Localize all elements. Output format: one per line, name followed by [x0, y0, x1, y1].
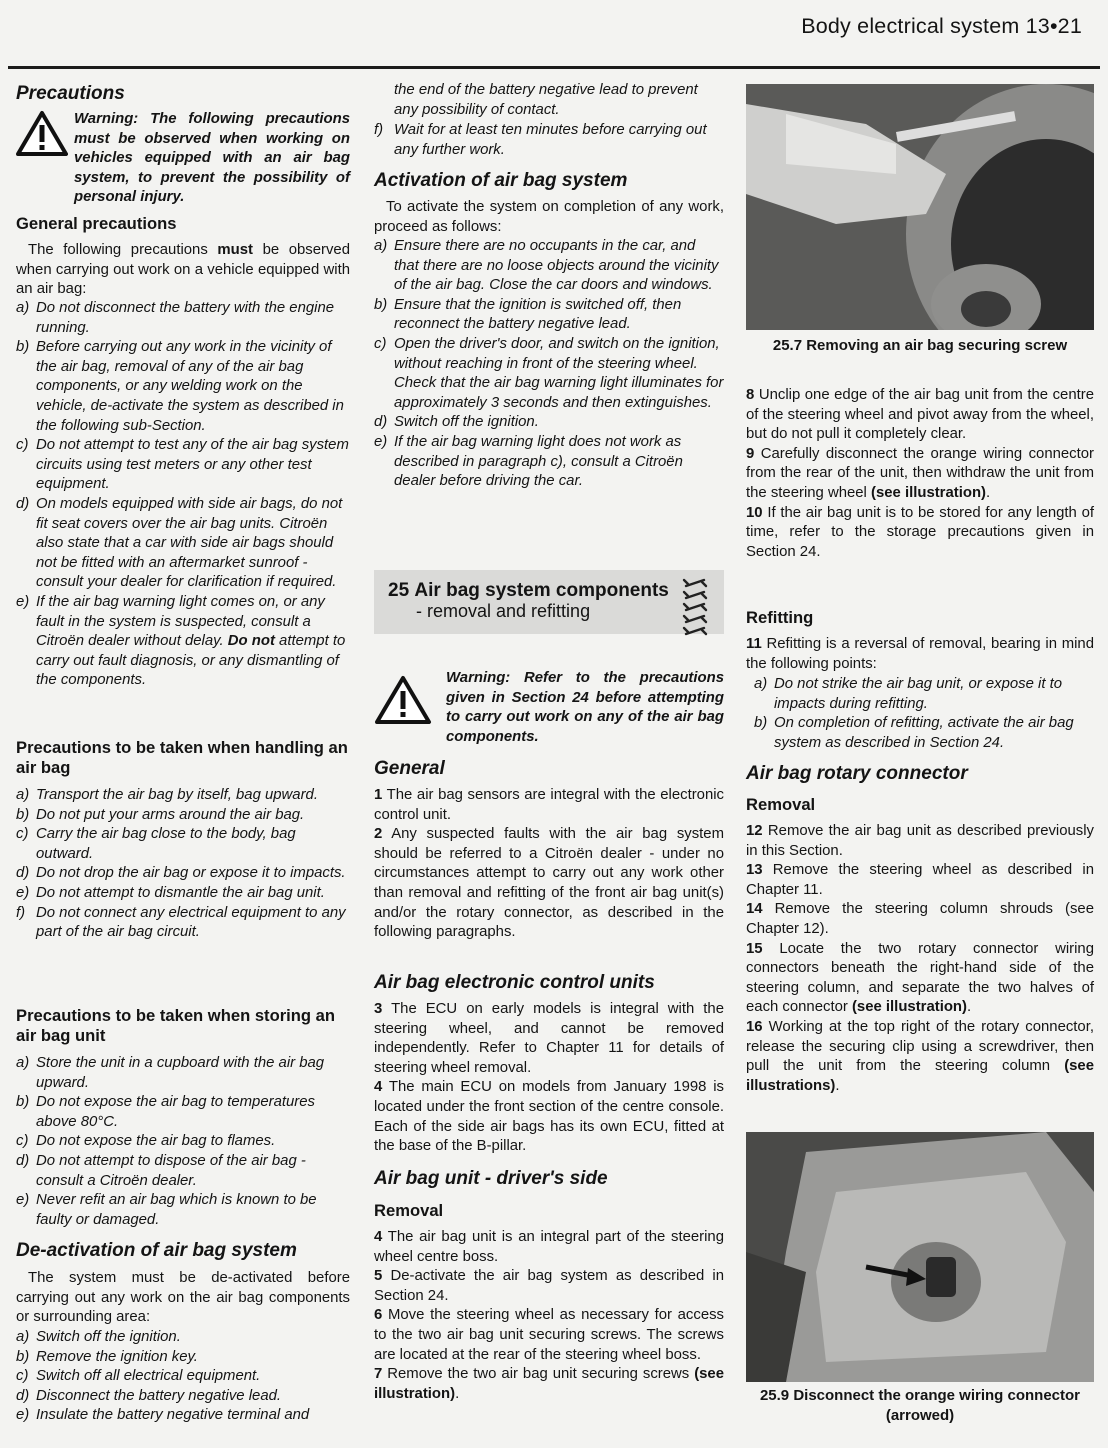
- list-item: a) Transport the air bag by itself, bag upward.: [16, 787, 318, 803]
- deactivation-list: [16, 1328, 350, 1426]
- refitting-heading: Refitting: [746, 608, 814, 627]
- list-item: a) Do not strike the air bag unit, or expose it to impacts during refitting.: [754, 676, 1063, 712]
- section-banner: [374, 570, 724, 634]
- rotary-heading: Air bag rotary connector: [746, 763, 968, 784]
- paragraph: 1 The air bag sensors are integral with the electronic control unit.: [374, 787, 724, 823]
- continued-text: the end of the battery negative lead to prevent any possibility of contact.: [394, 82, 698, 118]
- list-item: c) Carry the air bag close to the body, bag outward.: [16, 826, 296, 862]
- paragraph: 8 Unclip one edge of the air bag unit from the centre of the steering wheel and pivot away from the wheel, but do not pull it completely clear.: [746, 387, 1094, 443]
- paragraph: 11 Refitting is a reversal of removal, bearing in mind the following points:: [746, 636, 1094, 672]
- list-item: b) Ensure that the ignition is switched off, then reconnect the battery negative lead.: [374, 296, 682, 333]
- storing-heading: Precautions to be taken when storing an air bag unit: [16, 1006, 336, 1045]
- paragraphs-12-16: [746, 822, 1094, 1096]
- paragraph: 16 Working at the top right of the rotary connector, release the securing clip using a screwdriver, then pull the unit from the steering column (see illustrations).: [746, 1018, 1094, 1094]
- warning-box: [374, 669, 724, 747]
- paragraph: 3 The ECU on early models is integral with the steering wheel, and cannot be removed independently. Refer to Chapter 11 for details of steering wheel removal.: [374, 1001, 724, 1076]
- unit-paragraphs: [374, 1228, 724, 1404]
- spanner-difficulty-icon: [678, 576, 710, 642]
- list-item: d) Do not drop the air bag or expose it to impacts.: [16, 865, 346, 882]
- warning-triangle-icon: [16, 110, 68, 156]
- handling-list: [16, 786, 350, 943]
- general-heading: General: [374, 758, 445, 779]
- activation-heading: Activation of air bag system: [374, 170, 628, 191]
- paragraph: 13 Remove the steering wheel as described in Chapter 11.: [746, 862, 1094, 898]
- warning-triangle-icon: [374, 675, 432, 725]
- unit-heading: Air bag unit - driver's side: [374, 1168, 608, 1189]
- ecu-paragraphs: [374, 1000, 724, 1157]
- paragraph: 15 Locate the two rotary connector wiring connectors beneath the right-hand side of the steering column, and separate the two halves of each connector (see illustration).: [746, 940, 1094, 1016]
- general-precautions-list: [16, 299, 350, 691]
- list-item: d) Switch off the ignition.: [374, 414, 539, 431]
- activation-intro: To activate the system on completion of any work, proceed as follows:: [374, 199, 724, 235]
- deactivation-heading: De-activation of air bag system: [16, 1240, 297, 1261]
- refit-list: [754, 675, 1094, 753]
- paragraph: 4 The air bag unit is an integral part of the steering wheel centre boss.: [374, 1229, 724, 1265]
- photo-caption: 25.7 Removing an air bag securing screw: [772, 337, 1068, 354]
- list-item: c) Switch off all electrical equipment.: [16, 1368, 261, 1385]
- steering-wheel-screwdriver-image: [746, 84, 1094, 330]
- list-item: a) Switch off the ignition.: [16, 1329, 181, 1345]
- removal-heading: Removal: [746, 795, 816, 814]
- list-item: d) Disconnect the battery negative lead.: [16, 1387, 282, 1404]
- list-item: d) On models equipped with side air bags, do not fit seat covers over the air bag units. Citroën also state that a car with side air bags should not be fitted with an aftermarket sunroof - consult your dealer for clarification if required.: [16, 495, 343, 591]
- paragraph: 6 Move the steering wheel as necessary for access to the two air bag unit securing screws. The screws are located at the rear of the steering wheel boss.: [374, 1307, 724, 1363]
- general-precautions-heading: General precautions: [16, 214, 177, 233]
- list-item: e) If the air bag warning light does not work as described in paragraph c), consult a Citroën dealer before driving the car.: [374, 433, 683, 490]
- list-item: a) Store the unit in a cupboard with the air bag upward.: [16, 1055, 325, 1091]
- list-item: d) Do not attempt to dispose of the air bag - consult a Citroën dealer.: [16, 1152, 306, 1189]
- list-item: c) Do not attempt to test any of the air bag system circuits using test meters or any other test equipment.: [16, 437, 349, 493]
- column-middle: [374, 0, 725, 1402]
- list-item: e) Insulate the battery negative terminal and: [16, 1407, 310, 1424]
- storing-list: [16, 1054, 350, 1230]
- removal-heading: Removal: [374, 1201, 444, 1220]
- deactivation-intro: The system must be de-activated before carrying out any work on the air bag components or surrounding area:: [16, 1270, 350, 1326]
- list-item: e) If the air bag warning light comes on, or any fault in the system is suspected, consult a Citroën dealer without delay. Do not attempt to carry out fault diagnosis, or any dismantling of the components.: [16, 593, 346, 689]
- photo-orange-connector: [746, 1132, 1094, 1382]
- paragraphs-8-10: [746, 386, 1094, 562]
- general-paragraphs: [374, 786, 724, 943]
- section-title: 25 Air bag system components: [388, 580, 669, 601]
- list-item: a) Do not disconnect the battery with the engine running.: [16, 300, 335, 336]
- page-header-title: Body electrical system 13•21: [801, 14, 1082, 38]
- list-item: b) Before carrying out any work in the vicinity of the air bag, removal of any of the air bag components, or any welding work on the vehicle, de-activate the system as described in the following sub-Section.: [16, 339, 344, 434]
- section-subtitle: - removal and refitting: [416, 601, 591, 621]
- paragraph: 5 De-activate the air bag system as described in Section 24.: [374, 1268, 725, 1304]
- activation-list: [374, 237, 724, 492]
- paragraph: 12 Remove the air bag unit as described previously in this Section.: [746, 823, 1095, 859]
- paragraph: 14 Remove the steering column shrouds (see Chapter 12).: [746, 901, 1094, 937]
- general-precautions-intro: The following precautions must be observed when carrying out work on a vehicle equipped with an air bag:: [16, 242, 350, 298]
- list-item: b) Do not put your arms around the air bag.: [16, 806, 305, 823]
- list-item: a) Ensure there are no occupants in the car, and that there are no loose objects around the vicinity of the air bag. Close the car doors and windows.: [374, 238, 719, 294]
- paragraph: 7 Remove the two air bag unit securing screws (see illustration).: [374, 1366, 724, 1402]
- paragraph: 9 Carefully disconnect the orange wiring connector from the rear of the unit, then withdraw the unit from the steering wheel (see illustration).: [746, 445, 1094, 501]
- photo-caption: 25.9 Disconnect the orange wiring connector (arrowed): [759, 1387, 1081, 1424]
- warning-text: Warning: The following precautions must be observed when working on vehicles equipped with an air bag system, to prevent the possibility of personal injury.: [74, 111, 350, 206]
- list-item: e) Never refit an air bag which is known to be faulty or damaged.: [16, 1192, 317, 1228]
- list-item: c) Do not expose the air bag to flames.: [16, 1133, 276, 1150]
- paragraph: 2 Any suspected faults with the air bag system should be referred to a Citroën dealer - under no circumstances attempt to carry out any work other than removal and refitting of the front air bag unit(s) and/or the rotary connector, as described in the following paragraphs.: [374, 826, 724, 941]
- list-item: c) Open the driver's door, and switch on the ignition, without reaching in front of the steering wheel. Check that the air bag warning light illuminates for approximately 3 seconds and then extinguishes.: [374, 335, 724, 411]
- header-rule: [8, 66, 1100, 69]
- list-item: b) Remove the ignition key.: [16, 1348, 198, 1365]
- list-item: b) Do not expose the air bag to temperatures above 80°C.: [16, 1094, 315, 1130]
- list-item: f) Wait for at least ten minutes before carrying out any further work.: [374, 122, 707, 158]
- list-item: e) Do not attempt to dismantle the air bag unit.: [16, 884, 325, 901]
- photo-removing-screw: [746, 84, 1094, 330]
- handling-heading: Precautions to be taken when handling an air bag: [16, 738, 348, 777]
- warning-box: [16, 110, 350, 208]
- precautions-heading: Precautions: [16, 83, 125, 104]
- paragraph: 4 The main ECU on models from January 1998 is located under the front section of the centre console. Each of the side air bags has its own ECU, fitted at the base of the B-pillar.: [374, 1079, 725, 1155]
- warning-text: Warning: Refer to the precautions given in Section 24 before attempting to carry out work on any of the air bag components.: [446, 670, 724, 745]
- list-item: b) On completion of refitting, activate the air bag system as described in Section 24.: [754, 715, 1074, 751]
- rotary-connector-image: [746, 1132, 1094, 1382]
- list-item: f) Do not connect any electrical equipment to any part of the air bag circuit.: [16, 904, 346, 941]
- paragraph: 10 If the air bag unit is to be stored for any length of time, refer to the storage precautions given in Section 24.: [746, 504, 1094, 560]
- ecu-heading: Air bag electronic control units: [374, 972, 655, 993]
